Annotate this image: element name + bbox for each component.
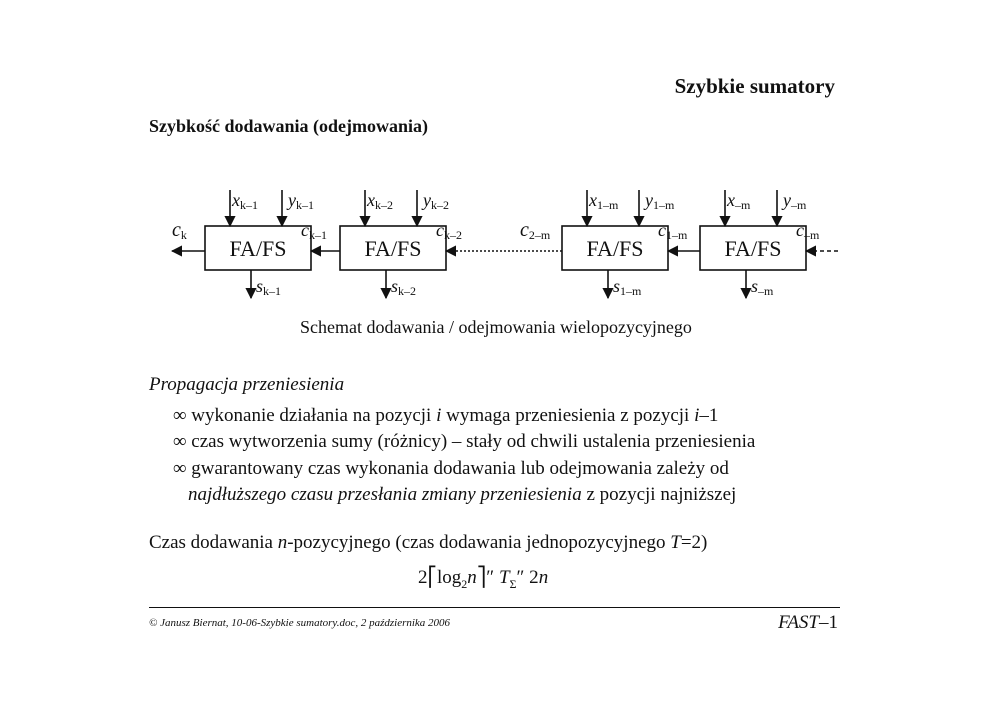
carry-in-label: c1–m (658, 220, 688, 242)
timing-post: =2) (680, 532, 708, 553)
slide-subtitle: Szybkość dodawania (odejmowania) (149, 116, 429, 136)
bullet-symbol: ∞ (173, 431, 187, 452)
timing-mid: -pozycyjnego (czas dodawania jednopozycyjnego (287, 532, 671, 553)
formula-n1: n (467, 567, 477, 588)
carry-out-label: ck (172, 219, 187, 242)
x-input-label: xk–2 (367, 190, 393, 212)
formula-T: T (498, 567, 510, 588)
bullet-3-italic: najdłuższego czasu przesłania zmiany przeniesienia (188, 484, 582, 505)
bullet-symbol: ∞ (173, 405, 187, 426)
footer-fast: FAST (778, 612, 819, 633)
bullet-1-text-b: wymaga przeniesienia z pozycji (441, 405, 695, 426)
bullet-1-text-a: wykonanie działania na pozycji (191, 405, 437, 426)
bullet-1-text-c: –1 (699, 405, 719, 426)
carry-in-label: ck–1 (301, 220, 327, 242)
y-input-label: y1–m (645, 190, 675, 212)
page-title: Szybkie sumatory (674, 74, 835, 98)
diagram-caption: Schemat dodawania / odejmowania wielopozycyjnego (300, 317, 692, 337)
footer-page-label (778, 612, 838, 634)
formula-a: 2⎡log (418, 567, 462, 588)
formula-c: ″ 2 (516, 567, 539, 588)
timing-T: T (670, 532, 681, 553)
bullet-3-continuation (188, 484, 736, 506)
formula-b: ⎤″ (476, 567, 499, 588)
formula-n2: n (538, 567, 549, 588)
propagation-heading: Propagacja przeniesienia (149, 374, 345, 395)
fa-fs-label: FA/FS (724, 236, 782, 261)
y-input-label: y–m (783, 190, 807, 212)
bullet-1-var-i: i (436, 405, 442, 426)
adder-chain-diagram (0, 0, 992, 320)
footer-copyright: © Janusz Biernat, 10-06-Szybkie sumatory.doc, 2 października 2006 (149, 617, 451, 629)
x-input-label: xk–1 (232, 190, 258, 212)
fa-fs-label: FA/FS (586, 236, 644, 261)
carry-in-label: ck–2 (436, 220, 462, 242)
sum-output-label: sk–2 (391, 276, 417, 298)
bullet-1-var-i2: i (694, 405, 700, 426)
timing-formula (418, 566, 548, 592)
sum-output-label: s–m (751, 276, 774, 298)
x-input-label: x–m (727, 190, 751, 212)
formula-sub2: 2 (461, 576, 468, 591)
bullet-2-text: czas wytworzenia sumy (różnicy) – stały od chwili ustalenia przeniesienia (191, 431, 756, 452)
bullet-2 (173, 431, 755, 453)
bullet-3 (173, 458, 729, 480)
fa-fs-label: FA/FS (364, 236, 422, 261)
formula-sigma: Σ (509, 576, 517, 591)
timing-pre: Czas dodawania (149, 532, 278, 553)
footer-rule (149, 607, 840, 608)
bullet-1 (173, 405, 718, 427)
carry-in-label: c–m (796, 220, 820, 242)
timing-line (149, 532, 707, 554)
bullet-3-text: gwarantowany czas wykonania dodawania lub odejmowania zależy od (191, 458, 729, 479)
y-input-label: yk–1 (288, 190, 314, 212)
fa-fs-label: FA/FS (229, 236, 287, 261)
timing-n: n (277, 532, 288, 553)
y-input-label: yk–2 (423, 190, 449, 212)
carry-mid-label: c2–m (520, 219, 551, 242)
bullet-symbol: ∞ (173, 458, 187, 479)
footer-num: –1 (819, 612, 838, 633)
sum-output-label: s1–m (613, 276, 642, 298)
x-input-label: x1–m (589, 190, 619, 212)
sum-output-label: sk–1 (256, 276, 282, 298)
bullet-3-rest: z pozycji najniższej (581, 484, 737, 505)
